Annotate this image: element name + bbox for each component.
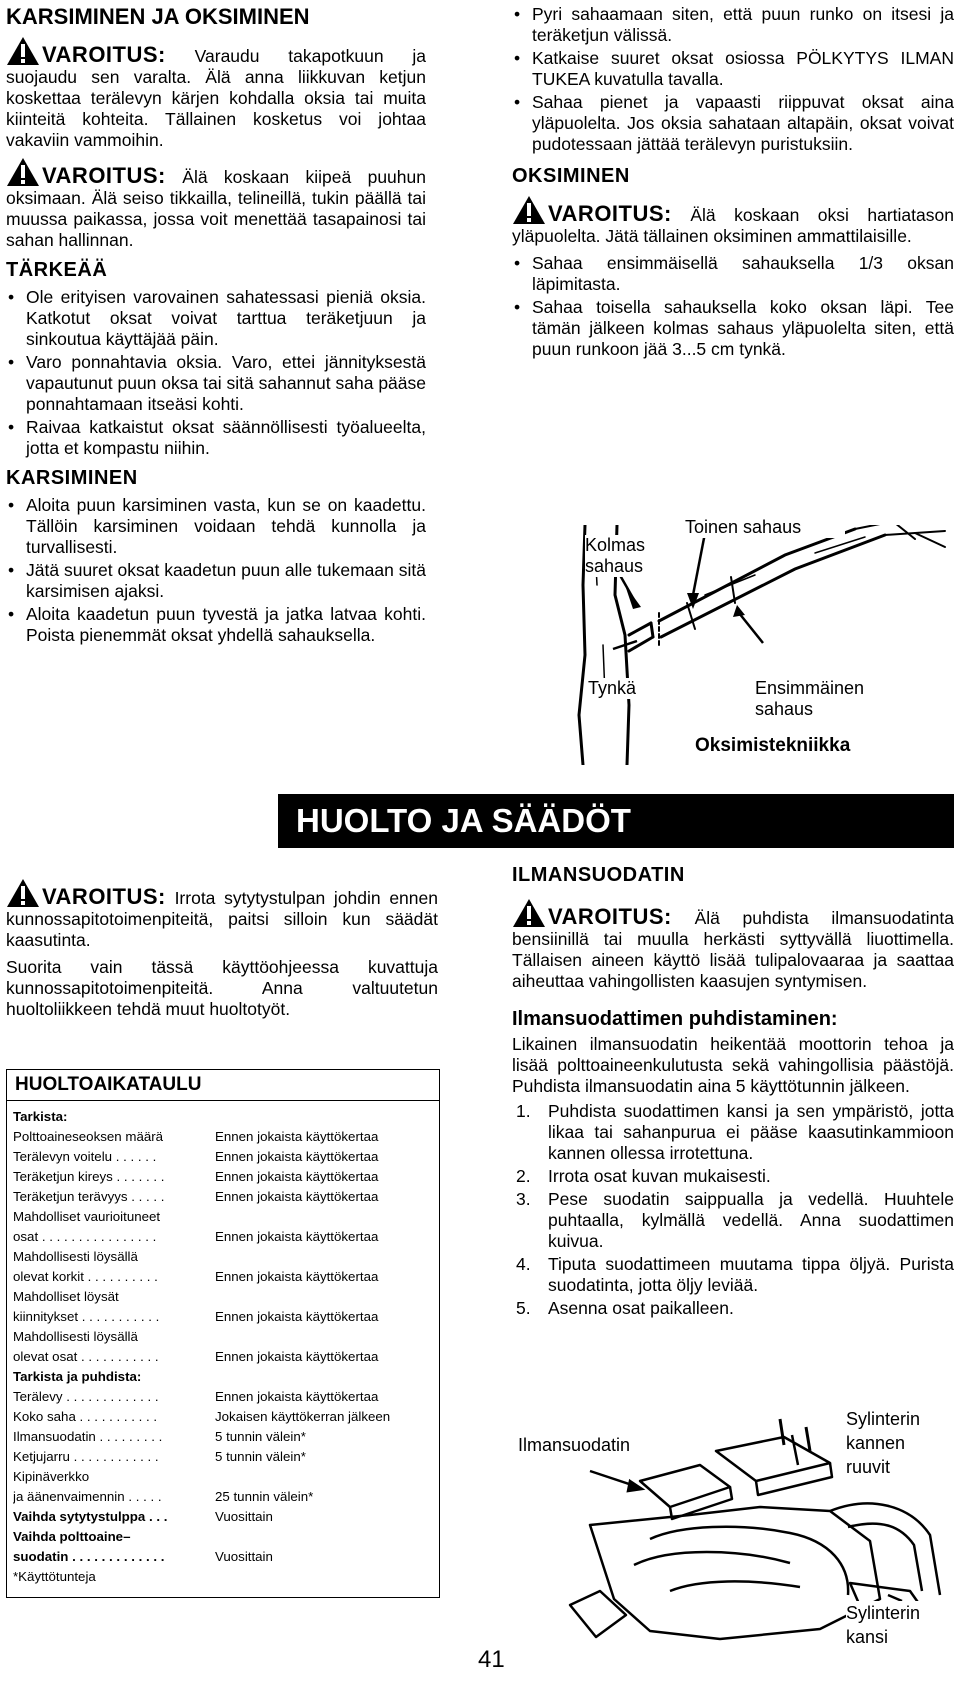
table-row: Mahdolliset löysät	[13, 1289, 119, 1304]
pruning-list	[512, 253, 954, 360]
warning-label: VAROITUS:	[42, 42, 166, 67]
cleaning-steps	[512, 1101, 954, 1319]
schedule-title: HUOLTOAIKATAULU	[7, 1070, 439, 1101]
table-row: Koko saha . . . . . . . . . . . Jokaisen käyttökerran jälkeen	[13, 1409, 391, 1424]
table-row: olevat osat . . . . . . . . . . . Ennen jokaista käyttökertaa	[13, 1349, 379, 1364]
important-list	[6, 287, 426, 459]
warning-text: Älä puhdista ilmansuodatinta bensiinillä tai muulla herkästi syttyvällä liuottimella. Tällaisen aineen käyttö lisää tulipalovaaraa ja saattaa aiheuttaa vahingollisten kaasujen syntymisen.	[512, 908, 954, 991]
pruning-technique-figure	[555, 517, 955, 765]
list-item: • Katkaise suuret oksat osiossa PÖLKYTYS ILMAN TUKEA kuvatulla tavalla.	[512, 48, 954, 90]
table-row: osat . . . . . . . . . . . . . . . . Ennen jokaista käyttökertaa	[13, 1229, 379, 1244]
table-row: Terälevy . . . . . . . . . . . . . Ennen jokaista käyttökertaa	[13, 1389, 379, 1404]
third-cut-label: Kolmas sahaus	[585, 535, 675, 577]
list-item: 4. Tiputa suodattimeen muutama tippa öljyä. Purista suodatinta, jotta öljy leviää.	[516, 1254, 954, 1295]
pruning-heading: OKSIMINEN	[512, 165, 630, 187]
warning-triangle-icon	[6, 36, 40, 66]
warning-triangle-icon	[512, 195, 546, 225]
cleaning-heading: Ilmansuodattimen puhdistaminen:	[512, 1008, 838, 1030]
warning-spark-plug	[6, 878, 438, 951]
warning-triangle-icon	[512, 898, 546, 928]
table-row: olevat korkit . . . . . . . . . . Ennen jokaista käyttökertaa	[13, 1269, 379, 1284]
table-row: Tarkista ja puhdista:	[13, 1369, 142, 1384]
warning-text: Älä koskaan kiipeä puuhun oksimaan. Älä seiso tikkailla, telineillä, tukin päällä tai muussa paikassa, jossa voit menettää tasapainosi tai sahan hallinnan.	[6, 167, 426, 250]
list-item: • Varo ponnahtavia oksia. Varo, ettei jännityksestä vapautunut puun oksa tai sitä sahannut saha pääse ponnahtamaan itseäsi kohti.	[6, 352, 426, 415]
table-row: Terälevyn voitelu . . . . . . Ennen jokaista käyttökertaa	[13, 1149, 379, 1164]
delimbing-heading: KARSIMINEN	[6, 467, 138, 489]
table-row: kiinnitykset . . . . . . . . . . . Ennen jokaista käyttökertaa	[13, 1309, 379, 1324]
warning-text: Varaudu takapotkuun ja suojaudu sen varalta. Älä anna liikkuvan ketjun koskettaa terälevyn kärjen kohdalla oksia tai muita kiinteitä kohteita. Tällainen kosketus voi johtaa vakaviin vammoihin.	[6, 46, 426, 150]
warning-label: VAROITUS:	[42, 884, 166, 909]
page-number: 41	[478, 1646, 505, 1673]
list-item: • Ole erityisen varovainen sahatessasi pieniä oksia. Katkotut oksat voivat tarttua teräketjuun ja sinkoutua käyttäjää päin.	[6, 287, 426, 350]
table-row: Teräketjun terävyys . . . . . Ennen jokaista käyttökertaa	[13, 1189, 379, 1204]
air-filter-label: Ilmansuodatin	[518, 1435, 631, 1455]
warning-text: Irrota sytytystulpan johdin ennen kunnossapitotoimenpiteitä, paitsi silloin kun säädät kaasutinta.	[6, 888, 438, 950]
delimbing-list-continued	[512, 4, 954, 155]
table-row: Vaihda polttoaine–	[13, 1529, 131, 1544]
list-item: • Aloita puun karsiminen vasta, kun se on kaadettu. Tällöin karsiminen voidaan tehdä kunnolla ja turvallisesti.	[6, 495, 426, 558]
cover-screws-label: Sylinterin kannen ruuvit	[846, 1409, 921, 1477]
delimbing-list	[6, 495, 426, 646]
maintenance-paragraph: Suorita vain tässä käyttöohjeessa kuvattuja kunnossapitotoimenpiteitä. Anna valtuutetun huoltoliikkeen tehdä muut huoltotyöt.	[6, 957, 438, 1019]
table-row: Polttoaineseoksen määrä Ennen jokaista käyttökertaa	[13, 1129, 379, 1144]
table-row: Vaihda sytytystulppa . . . Vuosittain	[13, 1509, 273, 1524]
table-row: Ilmansuodatin . . . . . . . . . 5 tunnin välein*	[13, 1429, 306, 1444]
table-row: Tarkista:	[13, 1109, 68, 1124]
air-filter-heading: ILMANSUODATIN	[512, 864, 685, 886]
right-column	[512, 4, 954, 366]
cleaning-intro: Likainen ilmansuodatin heikentää moottorin tehoa ja lisää polttoaineenkulutusta sekä vahingollisia päästöjä. Puhdista ilmansuodatin aina 5 käyttötunnin jälkeen.	[512, 1034, 954, 1096]
list-item: • Sahaa pienet ja vapaasti riippuvat oksat aina yläpuolelta. Jos oksia sahataan altapäin, oksat voivat pudotessaan jättää terälevyn puristuksiin.	[512, 92, 954, 155]
table-row: Mahdollisesti löysällä	[13, 1249, 138, 1264]
warning-text: Älä koskaan oksi hartiatason yläpuolelta. Jätä tällainen oksiminen ammattilaisille.	[512, 205, 954, 246]
table-row: Kipinäverkko	[13, 1469, 90, 1484]
list-item: • Aloita kaadetun puun tyvestä ja jatka latvaa kohti. Poista pienemmät oksat yhdellä sahauksella.	[6, 604, 426, 646]
figure-caption: Oksimistekniikka	[695, 735, 851, 756]
cylinder-cover-label: Sylinterin kansi	[846, 1601, 936, 1649]
table-row: Mahdollisesti löysällä	[13, 1329, 138, 1344]
second-cut-label: Toinen sahaus	[685, 517, 845, 538]
warning-triangle-icon	[6, 878, 40, 908]
warning-air-filter	[512, 898, 954, 992]
maintenance-schedule	[6, 1069, 440, 1598]
list-item: • Sahaa ensimmäisellä sahauksella 1/3 oksan läpimitasta.	[512, 253, 954, 295]
list-item: • Pyri sahaamaan siten, että puun runko on itsesi ja teräketjun välissä.	[512, 4, 954, 46]
first-cut-label: Ensimmäinen sahaus	[755, 678, 865, 719]
table-row: Mahdolliset vaurioituneet	[13, 1209, 161, 1224]
schedule-body	[7, 1101, 439, 1587]
warning-climbing	[6, 157, 426, 251]
warning-kickback	[6, 36, 426, 151]
table-row: ja äänenvaimennin . . . . . 25 tunnin välein*	[13, 1489, 314, 1504]
warning-label: VAROITUS:	[548, 201, 672, 226]
air-filter-figure	[518, 1409, 954, 1647]
section-heading: KARSIMINEN JA OKSIMINEN	[6, 4, 310, 29]
warning-shoulder-height	[512, 195, 954, 247]
list-item: 1. Puhdista suodattimen kansi ja sen ympäristö, jotta likaa tai sahanpurua ei pääse kaasutinkammioon kannen ollessa irrotettuna.	[516, 1101, 954, 1163]
table-row: suodatin . . . . . . . . . . . . . Vuosittain	[13, 1549, 273, 1564]
left-column	[6, 4, 426, 652]
list-item: 3. Pese suodatin saippualla ja vedellä. Huuhtele puhtaalla, kylmällä vedellä. Anna suodattimen kuivua.	[516, 1189, 954, 1251]
list-item: 2. Irrota osat kuvan mukaisesti.	[516, 1166, 771, 1186]
air-filter-section	[512, 858, 954, 1321]
important-heading: TÄRKEÄÄ	[6, 259, 108, 281]
warning-triangle-icon	[6, 157, 40, 187]
table-row: Teräketjun kireys . . . . . . . Ennen jokaista käyttökertaa	[13, 1169, 379, 1184]
list-item: • Sahaa toisella sahauksella koko oksan läpi. Tee tämän jälkeen kolmas sahaus yläpuolelta siten, että puun runkoon jää 3...5 cm tynkä.	[512, 297, 954, 360]
section-banner: HUOLTO JA SÄÄDÖT	[278, 794, 954, 848]
warning-label: VAROITUS:	[42, 163, 166, 188]
warning-label: VAROITUS:	[548, 904, 672, 929]
list-item: • Jätä suuret oksat kaadetun puun alle tukemaan sitä karsimisen ajaksi.	[6, 560, 426, 602]
maintenance-intro	[6, 878, 438, 1024]
stub-label: Tynkä	[588, 678, 637, 698]
list-item: 5. Asenna osat paikalleen.	[516, 1298, 734, 1318]
table-row: *Käyttötunteja	[13, 1569, 96, 1584]
table-row: Ketjujarru . . . . . . . . . . . . 5 tunnin välein*	[13, 1449, 306, 1464]
list-item: • Raivaa katkaistut oksat säännöllisesti työalueelta, jotta et kompastu niihin.	[6, 417, 426, 459]
